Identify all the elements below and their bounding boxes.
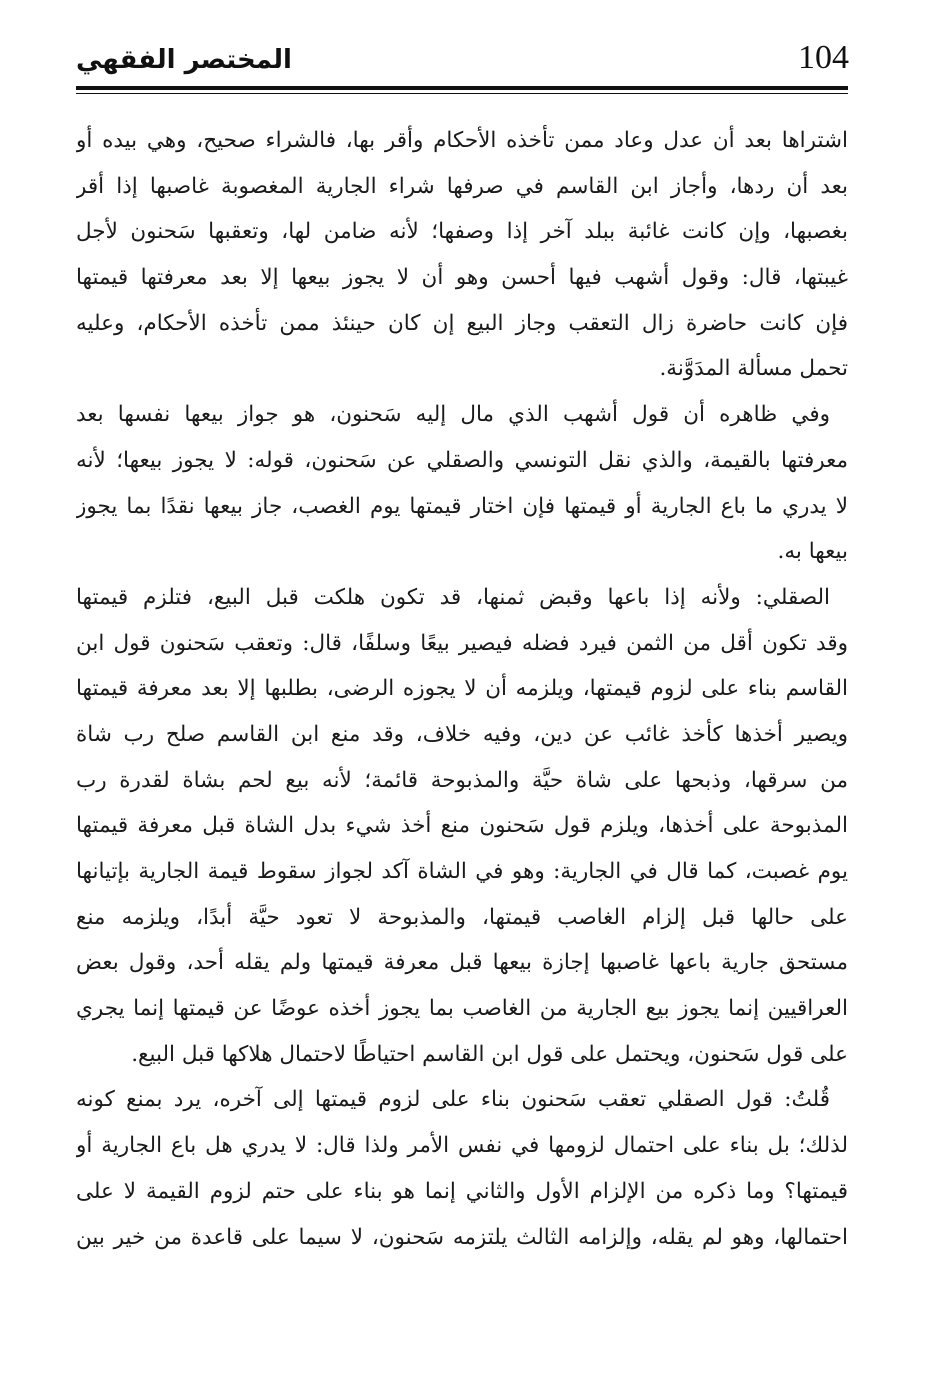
text-line: على قول سَحنون، ويحتمل على قول ابن القاسم احتياطًا لاحتمال هلاكها قبل البيع. — [131, 1041, 848, 1067]
text-line: بيعها به. — [777, 539, 848, 565]
text-line: اشتراها بعد أن عدل وعاد ممن تأخذه الأحكام وأقر بها، فالشراء صحيح، وهي بيده أو — [76, 128, 848, 153]
header-rule-thin — [76, 93, 848, 94]
text-line: معرفتها بالقيمة، والذي نقل التونسي والصقلي عن سَحنون، قوله: لا يجوز بيعها؛ لأنه — [76, 447, 848, 473]
page-number: 104 — [798, 39, 849, 76]
text-line: بعد أن ردها، وأجاز ابن القاسم في صرفها شراء الجارية المغصوبة غاصبها إذا أقر — [76, 173, 848, 199]
text-line: قُلتُ: قول الصقلي تعقب سَحنون بناء على لزوم قيمتها إلى آخره، يرد بمنع كونه — [76, 1087, 830, 1113]
text-line: القاسم بناء على لزوم قيمتها، ويلزمه أن لا يجوزه الرضى، بطلبها إلا بعد معرفة قيمتها — [76, 676, 848, 702]
text-line: وقد تكون أقل من الثمن فيرد فضله فيصير بيعًا وسلفًا، قال: وتعقب سَحنون قول ابن — [76, 630, 848, 656]
text-line: احتمالها، وهو لم يقله، وإلزامه الثالث يلتزمه سَحنون، لا سيما على قاعدة من خير بين — [76, 1224, 848, 1250]
text-line: لذلك؛ بل بناء على احتمال لزومها في نفس الأمر ولذا قال: لا يدري هل باع الجارية أو — [76, 1133, 848, 1159]
text-line: فإن كانت حاضرة زال التعقب وجاز البيع إن كان حينئذ ممن تأخذه الأحكام، وعليه — [76, 310, 848, 336]
text-line: مستحق جارية باعها غاصبها إجازة بيعها قبل معرفة قيمتها ولم يقله أحد، وقول بعض — [76, 950, 848, 976]
text-line: لا يدري ما باع الجارية أو قيمتها فإن اختار قيمتها يوم الغصب، جاز بيعها نقدًا بما يجوز — [76, 493, 848, 519]
text-line: غيبتها، قال: وقول أشهب فيها أحسن وهو أن لا يجوز بيعها إلا بعد معرفتها قيمتها — [76, 265, 848, 291]
header-rule-thick — [76, 86, 848, 90]
body-text — [76, 118, 848, 1260]
text-line: ويصير أخذها كأخذ غائب عن دين، وفيه خلاف، وقد منع ابن القاسم صلح رب شاة — [76, 721, 848, 747]
text-line: بغصبها، وإن كانت غائبة ببلد آخر إذا وصفها؛ لأنه ضامن لها، وتعقبها سَحنون لأجل — [76, 219, 848, 245]
book-title: المختصر الفقهي — [76, 45, 292, 75]
text-line: على حالها قبل إلزام الغاصب قيمتها، والمذبوحة لا تعود حيَّة أبدًا، ويلزمه منع — [76, 904, 848, 930]
text-line: الصقلي: ولأنه إذا باعها وقبض ثمنها، قد تكون هلكت قبل البيع، فتلزم قيمتها — [76, 584, 830, 610]
text-line: تحمل مسألة المدَوَّنة. — [659, 356, 848, 382]
text-line: المذبوحة على أخذها، ويلزم قول سَحنون منع أخذ شيء بدل الشاة قبل معرفة قيمتها — [76, 813, 848, 839]
text-line: من سرقها، وذبحها على شاة حيَّة والمذبوحة قائمة؛ لأنه بيع لحم بشاة لقدرة رب — [76, 767, 848, 793]
text-line: قيمتها؟ وما ذكره من الإلزام الأول والثاني إنما هو بناء على حتم لزوم القيمة لا على — [76, 1178, 848, 1204]
text-line: العراقيين إنما يجوز بيع الجارية من الغاصب بما يجوز أخذه عوضًا عن قيمتها إنما يجري — [76, 996, 848, 1022]
text-line: يوم غصبت، كما قال في الجارية: وهو في الشاة آكد لجواز سقوط قيمة الجارية بإتيانها — [76, 859, 848, 884]
page-header — [76, 36, 848, 88]
text-line: وفي ظاهره أن قول أشهب الذي مال إليه سَحنون، هو جواز بيعها نفسها بعد — [76, 402, 830, 428]
